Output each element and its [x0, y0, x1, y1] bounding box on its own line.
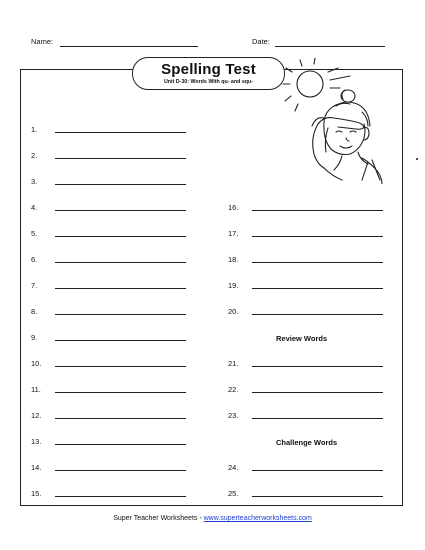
item-number: 24.	[228, 463, 239, 472]
girl-shading-eyes-under-sun-icon	[278, 58, 398, 184]
name-field[interactable]	[60, 46, 198, 47]
item-number: 3.	[31, 177, 38, 186]
challenge-words-heading: Challenge Words	[276, 438, 338, 447]
answer-line[interactable]	[55, 496, 186, 497]
answer-line[interactable]	[252, 392, 383, 393]
answer-line[interactable]	[55, 314, 186, 315]
item-number: 16.	[228, 203, 239, 212]
answer-line[interactable]	[252, 470, 383, 471]
item-number: 1.	[31, 125, 38, 134]
item-number: 2.	[31, 151, 38, 160]
footer-text: Super Teacher Worksheets -	[113, 515, 204, 522]
date-field[interactable]	[275, 46, 385, 47]
answer-line[interactable]	[252, 210, 383, 211]
answer-line[interactable]	[252, 262, 383, 263]
answer-line[interactable]	[252, 418, 383, 419]
item-number: 25.	[228, 489, 239, 498]
item-number: 8.	[31, 307, 38, 316]
answer-line[interactable]	[55, 132, 186, 133]
answer-line[interactable]	[55, 236, 186, 237]
name-label: Name:	[31, 37, 54, 46]
answer-line[interactable]	[55, 470, 186, 471]
answer-line[interactable]	[55, 288, 186, 289]
item-number: 13.	[31, 437, 42, 446]
answer-line[interactable]	[252, 236, 383, 237]
item-number: 9.	[31, 333, 38, 342]
item-number: 6.	[31, 255, 38, 264]
answer-line[interactable]	[252, 366, 383, 367]
answer-line[interactable]	[252, 288, 383, 289]
answer-line[interactable]	[55, 418, 186, 419]
answer-line[interactable]	[55, 210, 186, 211]
answer-line[interactable]	[55, 444, 186, 445]
answer-line[interactable]	[55, 340, 186, 341]
footer-link[interactable]: www.superteacherworksheets.com	[203, 515, 312, 522]
page-subtitle: Unit D-30: Words With qu- and squ-	[163, 79, 253, 85]
answer-line[interactable]	[55, 158, 186, 159]
page-title: Spelling Test	[161, 61, 256, 78]
item-number: 14.	[31, 463, 42, 472]
item-number: 17.	[228, 229, 239, 238]
answer-line[interactable]	[55, 262, 186, 263]
item-number: 21.	[228, 359, 239, 368]
review-words-heading: Review Words	[276, 334, 328, 343]
item-number: 4.	[31, 203, 38, 212]
title-box	[132, 57, 285, 90]
item-number: 12.	[31, 411, 42, 420]
date-label: Date:	[252, 37, 270, 46]
item-number: 22.	[228, 385, 239, 394]
item-number: 23.	[228, 411, 239, 420]
answer-line[interactable]	[55, 366, 186, 367]
margin-dot	[416, 158, 418, 160]
item-number: 15.	[31, 489, 42, 498]
item-number: 18.	[228, 255, 239, 264]
item-number: 11.	[31, 385, 41, 394]
answer-line[interactable]	[252, 314, 383, 315]
answer-line[interactable]	[252, 496, 383, 497]
answer-line[interactable]	[55, 184, 186, 185]
item-number: 7.	[31, 281, 38, 290]
item-number: 20.	[228, 307, 239, 316]
footer	[0, 515, 425, 522]
answer-line[interactable]	[55, 392, 186, 393]
item-number: 10.	[31, 359, 42, 368]
item-number: 5.	[31, 229, 38, 238]
item-number: 19.	[228, 281, 239, 290]
